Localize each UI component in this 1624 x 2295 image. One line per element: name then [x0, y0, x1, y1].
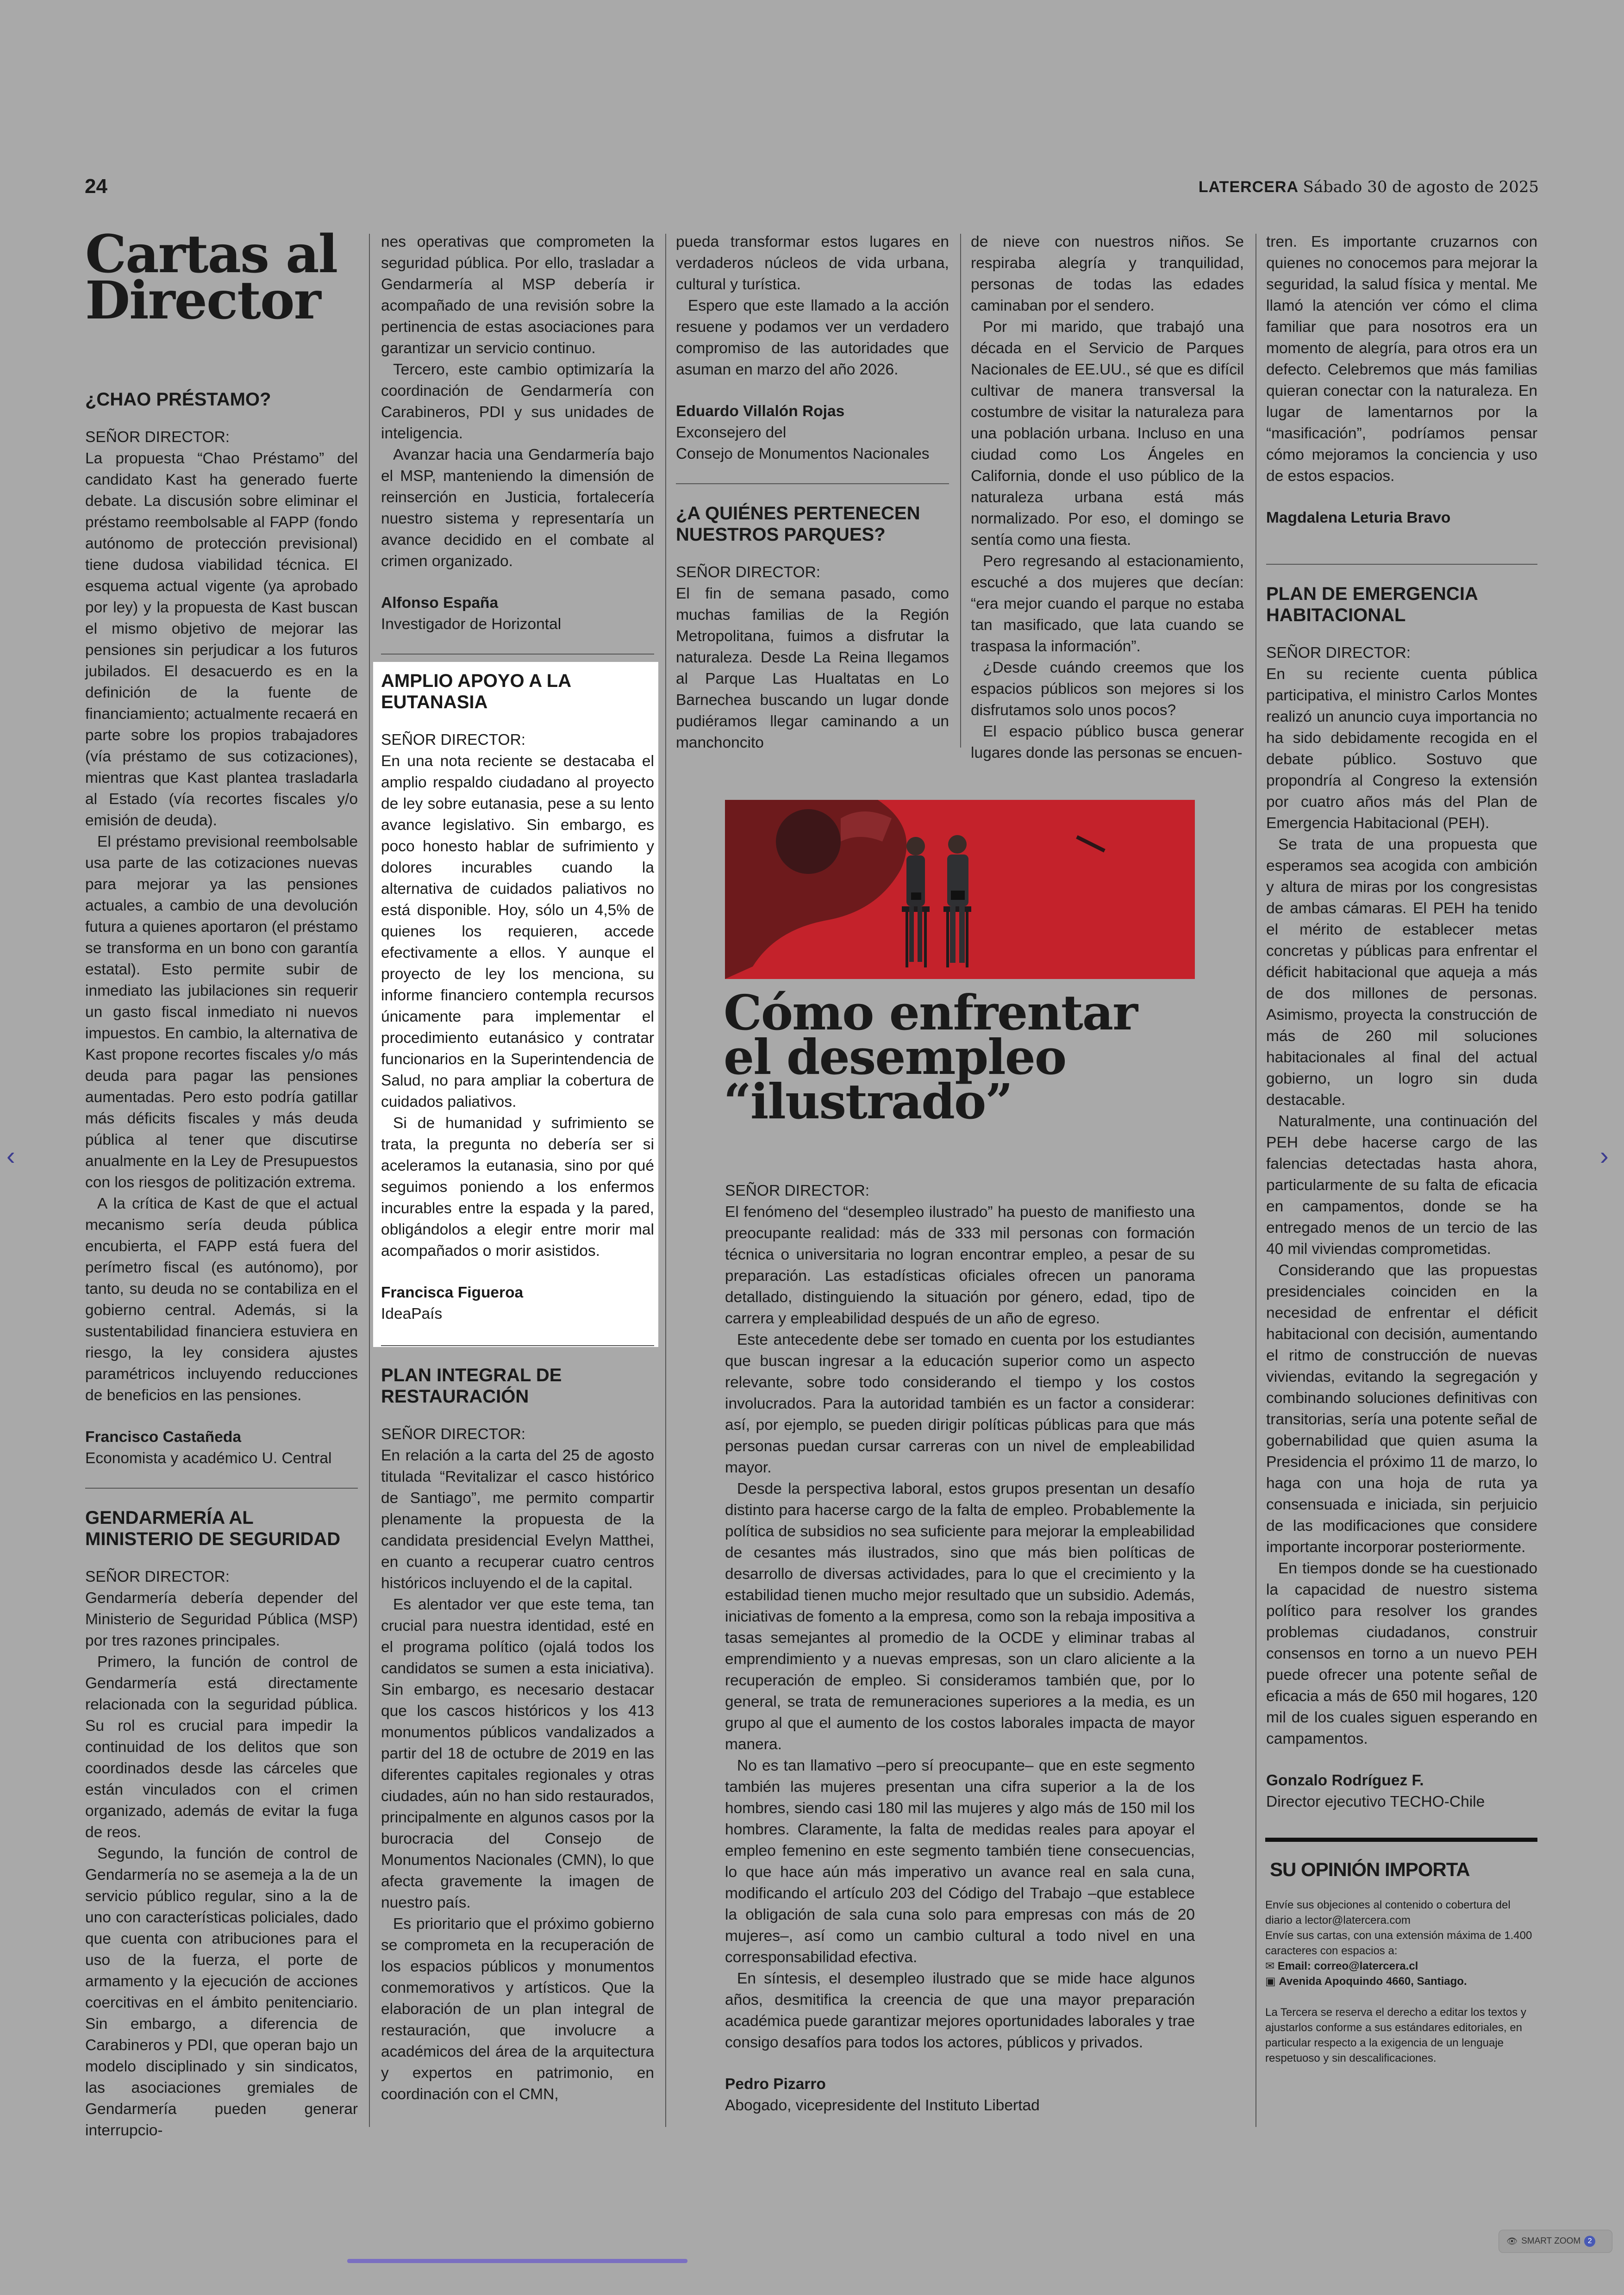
paragraph: En relación a la carta del 25 de agosto titulada “Revitalizar el casco histórico de Santiago”, me permito compartir plenamente la propuesta de la candidata presidencial Evelyn Matthei, en cuanto a recuperar cuatro centros históricos incluyendo el de la capital. — [381, 1447, 654, 1592]
feature-title-line: Cómo enfrentar — [724, 984, 1137, 1041]
letter-title: AMPLIO APOYO A LA EUTANASIA — [381, 671, 571, 712]
paragraph: Es alentador ver que este tema, tan crucial para nuestra identidad, esté en el programa político (ojalá todos los candidatos se sumen a esta iniciativa). Sin embargo, es necesario destacar que los cascos históricos y los 413 monumentos públicos vandalizados a partir del 18 de octubre de 2019 en las diferentes capitales regionales y otras ciudades, aún no han sido restaurados, principalmente en algunos casos por la burocracia del Consejo de Monumentos Nacionales (CMN), lo que afecta gravemente la imagen de nuestro país. — [381, 1596, 654, 1911]
opinion-line: Envíe sus objeciones al contenido o cobertura del diario a lector@latercera.com — [1265, 1899, 1511, 1927]
paragraph: Primero, la función de control de Gendarmería está directamente relacionada con la seguridad pública. Su rol es crucial para impedir la continuidad de los delitos que son coordinados desde las cárceles que están vinculados con el crimen organizado, además de evitar la fuga de reos. — [85, 1653, 358, 1841]
paragraph: Naturalmente, una continuación del PEH debe hacerse cargo de las falencias detectadas hasta ahora, particularmente de su falta de eficacia en campamentos, donde se ha entregado menos de un tercio de las 40 mil viviendas comprometidas. — [1266, 1113, 1537, 1258]
column-2 — [381, 231, 654, 2105]
author-title: Economista y académico U. Central — [85, 1450, 332, 1467]
section-title — [85, 224, 358, 331]
letter-title: ¿CHAO PRÉSTAMO? — [85, 389, 271, 410]
author-title: Director ejecutivo TECHO-Chile — [1266, 1793, 1485, 1810]
page-number: 24 — [85, 175, 107, 198]
paragraph: A la crítica de Kast de que el actual mecanismo sería deuda pública encubierta, el FAPP está fuera del perímetro fiscal (es autónomo), por tanto, su deuda no se contabiliza en el gobierno central. Además, si la sustentabilidad financiera estuviera en riesgo, la ley considera ajustes paramétricos incluyendo reducciones de beneficios en las pensiones. — [85, 1195, 358, 1404]
paragraph: La propuesta “Chao Préstamo” del candidato Kast ha generado fuerte debate. La discusión sobre eliminar el préstamo reembolsable al FAPP (fondo autónomo de protección previsional) tiene dudosa viabilidad técnica. El esquema actual vigente (ya aprobado por ley) y la propuesta de Kast buscan el mismo objetivo de mejorar las pensiones sin perjudicar a los futuros jubilados. El desacuerdo es en la definición de la fuente de financiamiento; actualmente recaerá en parte sobre los propios trabajadores (vía préstamo de sus cotizaciones), mientras que Kast plantea trasladarla al Estado (vía recortes fiscales y/o emisión de deuda). — [85, 450, 358, 829]
paragraph: No es tan llamativo –pero sí preocupante– que en este segmento también las mujeres presentan una cifra superior a la de los hombres, siendo casi 180 mil las mujeres y algo más de 150 mil los hombres. Claramente, la falta de medidas reales para apoyar el empleo femenino en este segmento también tiene consecuencias, lo que hace aún más imperativo un avance real en sala cuna, modificando el artículo 203 del Código del Trabajo –que establece la obligación de sala cuna solo para empresas con más de 20 mujeres–, así como un cambio cultural a todo nivel en una corresponsabilidad efectiva. — [725, 1757, 1195, 1966]
masthead-brand: LATERCERA — [1198, 178, 1299, 196]
paragraph: nes operativas que comprometen la seguridad pública. Por ello, trasladar a Gendarmería al MSP debería ir acompañado de una revisión sobre la pertinencia de estas asociaciones para garantizar un servicio continuo. — [381, 233, 654, 357]
paragraph: En su reciente cuenta pública participativa, el ministro Carlos Montes realizó un anuncio cuya importancia no ha sido debidamente recogida en el debate público. Sostuvo que propondría al Congreso la extensión por cuatro años más del Plan de Emergencia Habitacional (PEH). — [1266, 666, 1537, 832]
column-4 — [971, 231, 1244, 764]
smart-zoom-badge: 2 — [1584, 2236, 1595, 2247]
paragraph: Este antecedente debe ser tomado en cuenta por los estudiantes que buscan ingresar a la educación superior como un aspecto relevante, sobre todo considerando el tiempo y los costos involucrados. Para la autoridad también es un factor a considerar: así, por ejemplo, se pueden dirigir políticas públicas para que más personas puedan cursar carreras con un nivel de empleabilidad mayor. — [725, 1331, 1195, 1476]
author-name: Eduardo Villalón Rojas — [676, 403, 845, 420]
smart-zoom-button[interactable] — [1499, 2230, 1612, 2253]
column-rule — [665, 234, 666, 2127]
paragraph: El fenómeno del “desempleo ilustrado” ha puesto de manifiesto una preocupante realidad: más de 333 mil personas con formación técnica o universitaria no logran encontrar empleo, a pesar de su preparación. Las estadísticas oficiales ofrecen un panorama detallado, distinguiendo la situación por género, edad, tipo de carrera y empleabilidad después de un año de egreso. — [725, 1204, 1195, 1327]
opinion-line: Envíe sus cartas, con una extensión máxima de 1.400 caracteres con espacios a: — [1265, 1929, 1532, 1957]
paragraph: Desde la perspectiva laboral, estos grupos presentan un desafío distinto para hacerse cargo de la falta de empleo. Probablemente la política de subsidios no sea suficiente para mejorar la empleabilidad de cesantes más ilustrados, sino que más bien políticas de desarrollo de diversas actividades, para lo que el crecimiento y la estabilidad tienen mucho mejor resultado que un subsidio. Además, iniciativas de fomento a la empresa, como son la rebaja impositiva a tasas semejantes al promedio de la OCDE y eliminar trabas al emprendimiento y a nuevas empresas, son un claro aliciente a la recuperación de empleo. Si consideramos también que, por lo general, se trata de remuneraciones superiores a la media, es un grupo al que el aumento de los costos laborales impacta de mayor manera. — [725, 1480, 1195, 1753]
paragraph: pueda transformar estos lugares en verdaderos núcleos de vida urbana, cultural y turística. — [676, 233, 949, 293]
paragraph: En tiempos donde se ha cuestionado la capacidad de nuestro sistema político para resolver los grandes problemas ciudadanos, construir consensos en torno a un nuevo PEH puede ofrecer una potente señal de eficacia a más de 650 mil hogares, 120 mil de los cuales siguen esperando en campamentos. — [1266, 1560, 1537, 1747]
author-name: Gonzalo Rodríguez F. — [1266, 1772, 1424, 1789]
author-title: IdeaPaís — [381, 1305, 443, 1322]
author-title: Investigador de Horizontal — [381, 616, 562, 633]
salutation: SEÑOR DIRECTOR: — [381, 731, 526, 748]
author-name: Francisco Castañeda — [85, 1428, 241, 1446]
paragraph: Pero regresando al estacionamiento, escuché a dos mujeres que decían: “era mejor cuando el parque no estaba tan masificado, que lata cuando se traspasa la información”. — [971, 553, 1244, 655]
author-name: Alfonso España — [381, 594, 499, 611]
paragraph: Gendarmería debería depender del Ministerio de Seguridad Pública (MSP) por tres razones principales. — [85, 1590, 358, 1649]
letter-title: GENDARMERÍA AL MINISTERIO DE SEGURIDAD — [85, 1508, 341, 1549]
paragraph: Se trata de una propuesta que esperamos sea acogida con ambición y altura de miras por los congresistas de ambas cámaras. El PEH ha tenido el mérito de establecer metas concretas y públicas para enfrentar el déficit habitacional que aqueja a más de dos millones de personas. Asimismo, proyecta la construcción de más de 260 mil soluciones habitacionales al final del actual gobierno, un logro sin duda destacable. — [1266, 836, 1537, 1109]
section-title-line: Cartas al — [85, 224, 337, 285]
author-title: Abogado, vicepresidente del Instituto Libertad — [725, 2097, 1040, 2114]
email-line — [1265, 1958, 1537, 1974]
author-title: Consejo de Monumentos Nacionales — [676, 445, 930, 462]
paragraph: Si de humanidad y sufrimiento se trata, la pregunta no debería ser si aceleramos la eutanasia, sino por qué seguimos poniendo a los enfermos incurables entre la espada y la pared, obligándolos a elegir entre morir mal acompañados o morir asistidos. — [381, 1115, 654, 1260]
author-name: Pedro Pizarro — [725, 2076, 826, 2093]
paragraph: Por mi marido, que trabajó una década en el Servicio de Parques Nacionales de EE.UU., sé que es difícil cultivar de manera transversal la costumbre de visitar la naturaleza para una población urbana. Incluso en una ciudad como Los Ángeles en California, donde el uso público de la naturaleza urbana está más normalizado. Por eso, el domingo se sentía como una fiesta. — [971, 318, 1244, 549]
author-name: Magdalena Leturia Bravo — [1266, 509, 1451, 526]
illustration-graphic — [725, 800, 1195, 979]
paragraph: Espero que este llamado a la acción resuene y podamos ver un verdadero compromiso de las autoridades que asuman en marzo del año 2026. — [676, 297, 949, 378]
masthead-date: Sábado 30 de agosto de 2025 — [1303, 178, 1539, 196]
salutation: SEÑOR DIRECTOR: — [676, 564, 821, 581]
mail-icon: ✉ — [1265, 1960, 1278, 1972]
salutation: SEÑOR DIRECTOR: — [381, 1426, 526, 1443]
section-title-line: Director — [85, 270, 320, 331]
paragraph: Considerando que las propuestas presidenciales coinciden en la necesidad de enfrentar el déficit habitacional con decisión, aumentando el ritmo de construcción de nuevas viviendas, evitando la segregación y combinando soluciones definitivas con transitorias, sería una potente señal de gobernabilidad que quien asuma la Presidencia el próximo 11 de marzo, lo haga con una hoja de ruta ya consensuada e iniciada, sin perjuicio de las modificaciones que considere importante incorporar posteriormente. — [1266, 1262, 1537, 1556]
divider — [381, 654, 654, 655]
paragraph: Tercero, este cambio optimizaría la coordinación de Gendarmería con Carabineros, PDI y sus unidades de inteligencia. — [381, 361, 654, 442]
prev-page-arrow-icon[interactable]: ‹ — [6, 1141, 15, 1170]
address-line — [1265, 1974, 1537, 1989]
salutation: SEÑOR DIRECTOR: — [725, 1182, 870, 1199]
smart-zoom-label: SMART ZOOM — [1521, 2236, 1581, 2246]
postal-icon: ▣ — [1265, 1975, 1279, 1988]
divider — [381, 1345, 654, 1346]
paragraph: El fin de semana pasado, como muchas familias de la Región Metropolitana, fuimos a disfrutar la naturaleza. Desde La Reina llegamos al Parque Las Hualtatas en Lo Barnechea buscando un lugar donde pudiéramos llegar caminando a un manchoncito — [676, 585, 949, 751]
divider — [1266, 564, 1537, 565]
feature-illustration — [725, 800, 1195, 979]
disclaimer: La Tercera se reserva el derecho a editar los textos y ajustarlos conforme a sus estándares editoriales, en particular respecto a la exigencia de un lenguaje respetuoso y sin descalificaciones. — [1265, 2006, 1526, 2064]
divider — [85, 1488, 358, 1489]
author-name: Francisca Figueroa — [381, 1284, 524, 1301]
divider — [676, 483, 949, 484]
page-scrollbar-thumb[interactable] — [347, 2259, 687, 2263]
paragraph: de nieve con nuestros niños. Se respiraba alegría y tranquilidad, personas de todas las edades caminaban por el sendero. — [971, 233, 1244, 314]
column-rule — [960, 234, 961, 748]
author-title: Exconsejero del — [676, 424, 787, 441]
column-rule — [369, 234, 370, 2127]
paragraph: El préstamo previsional reembolsable usa parte de las cotizaciones nuevas para mejorar ya las pensiones actuales, a cambio de una devolución futura a quienes aportaron (el préstamo se transforma en un bono con garantía estatal). Esto permite subir de inmediato las jubilaciones sin requerir un gasto fiscal inmediato ni nuevos impuestos. En cambio, la alternativa de Kast propone recortes fiscales y/o más deuda para pagar las pensiones aumentadas. Pero esto podría gatillar más déficits fiscales y más deuda pública al tener que discutirse anualmente en la Ley de Presupuestos con los riesgos de politización extrema. — [85, 833, 358, 1191]
feature-title-line: el desempleo — [724, 1029, 1066, 1085]
letter-title: ¿A QUIÉNES PERTENECEN NUESTROS PARQUES? — [676, 503, 920, 545]
feature-body — [725, 1180, 1195, 2116]
paragraph: Segundo, la función de control de Gendarmería no se asemeja a la de un servicio público regular, sino a la de uno con características policiales, dado que cuenta con atribuciones para el uso de la fuerza, el porte de armamento y la ejecución de acciones coercitivas en el ámbito penitenciario. Sin embargo, a diferencia de Carabineros y PDI, que operan bajo un modelo disciplinado y sin sindicatos, las asociaciones gremiales de Gendarmería pueden generar interrupcio- — [85, 1845, 358, 2139]
paragraph: El espacio público busca generar lugares donde las personas se encuen- — [971, 723, 1244, 761]
salutation: SEÑOR DIRECTOR: — [85, 429, 230, 446]
letter-title: PLAN DE EMERGENCIA HABITACIONAL — [1266, 584, 1478, 625]
feature-title-line: “ilustrado” — [724, 1073, 1012, 1130]
column-rule — [1255, 234, 1256, 2127]
column-1 — [85, 224, 358, 2141]
paragraph: Es prioritario que el próximo gobierno se comprometa en la recuperación de los espacios públicos y monumentos conmemorativos y artísticos. Que la elaboración de un plan integral de restauración, que involucre a académicos del área de la arquitectura y expertos en patrimonio, en coordinación con el CMN, — [381, 1915, 654, 2103]
salutation: SEÑOR DIRECTOR: — [1266, 644, 1411, 661]
column-5 — [1266, 231, 1537, 1813]
address-label: Avenida Apoquindo 4660, Santiago. — [1279, 1975, 1467, 1988]
paragraph: Avanzar hacia una Gendarmería bajo el MSP, manteniendo la dimensión de reinserción en Justicia, fortalecería nuestro sistema y representaría un avance decidido en el combate al crimen organizado. — [381, 446, 654, 570]
paragraph: ¿Desde cuándo creemos que los espacios públicos son mejores si los disfrutamos solo unos pocos? — [971, 659, 1244, 719]
column-3 — [676, 231, 949, 754]
paragraph: En síntesis, el desempleo ilustrado que se mide hace algunos años, desmitifica la creencia de que una mayor preparación académica puede garantizar mejores oportunidades laborales y trae consigo desafíos para todos los actores, públicos y privados. — [725, 1970, 1195, 2051]
opinion-box — [1265, 1838, 1537, 2066]
masthead — [1199, 178, 1539, 196]
letter-title: PLAN INTEGRAL DE RESTAURACIÓN — [381, 1365, 562, 1407]
salutation: SEÑOR DIRECTOR: — [85, 1568, 230, 1585]
paragraph: En una nota reciente se destacaba el amplio respaldo ciudadano al proyecto de ley sobre eutanasia, pese a su lento avance legislativo. Sin embargo, es poco honesto hablar de sufrimiento y dolores incurables cuando la alternativa de cuidados paliativos no está disponible. Hoy, sólo un 4,5% de quienes los requieren, accede efectivamente a ellos. Y aunque el proyecto de ley los menciona, su informe financiero contempla recursos únicamente para implementar el procedimiento eutanásico y contratar funcionarios en la Superintendencia de Salud, no para ampliar la cobertura de cuidados paliativos. — [381, 753, 654, 1110]
eye-icon: 👁 — [1506, 2237, 1518, 2246]
next-page-arrow-icon[interactable]: › — [1600, 1141, 1609, 1170]
feature-title — [724, 984, 1187, 1130]
paragraph: tren. Es importante cruzarnos con quienes no conocemos para mejorar la seguridad, la salud física y mental. Me llamó la atención ver cómo el clima familiar que para nosotros era un momento de alegría, para otros era un defecto. Celebremos que más familias quieran conectar con la naturaleza. En lugar de lamentarnos por la “masificación”, podríamos pensar cómo mejoramos la conciencia y uso de estos espacios. — [1266, 233, 1537, 485]
opinion-title: SU OPINIÓN IMPORTA — [1270, 1858, 1470, 1880]
divider-thick — [1265, 1838, 1537, 1842]
email-label[interactable]: Email: correo@latercera.cl — [1277, 1960, 1418, 1972]
